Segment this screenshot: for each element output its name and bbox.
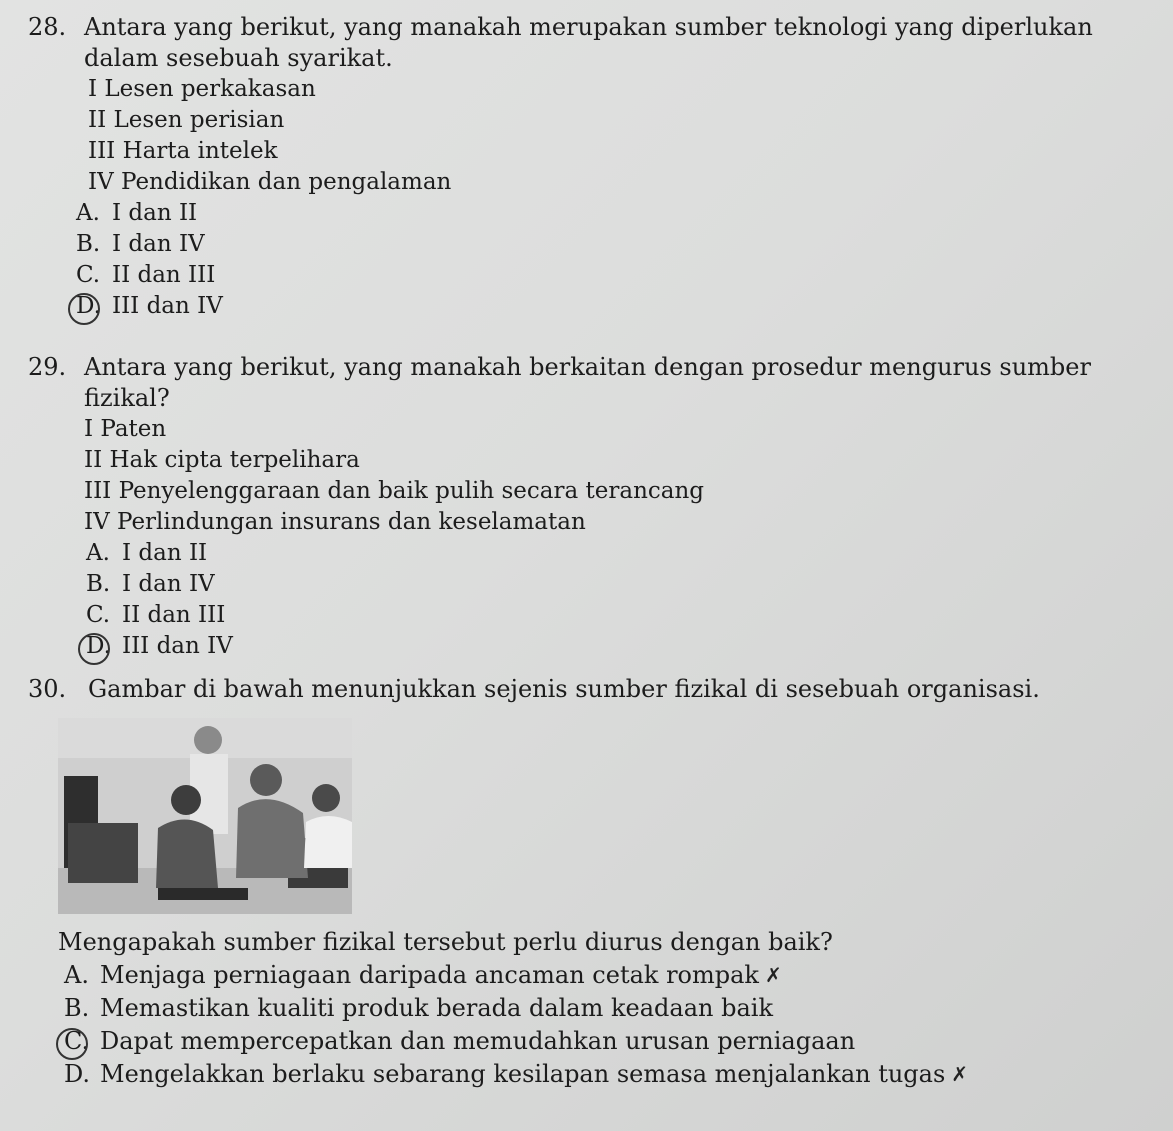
option-label bbox=[76, 291, 112, 322]
statement-item: I Paten bbox=[84, 416, 167, 442]
option-text: Memastikan kualiti produk berada dalam keadaan baik bbox=[100, 994, 774, 1022]
question-number: 28. bbox=[28, 13, 67, 41]
question-30-prompt bbox=[58, 926, 1158, 1091]
option-text: Menjaga perniagaan daripada ancaman cetak rompak bbox=[100, 961, 759, 989]
statement-list bbox=[84, 414, 1158, 538]
option-d[interactable] bbox=[64, 1058, 1158, 1091]
statement-item: III Penyelenggaraan dan baik pulih secara terancang bbox=[84, 478, 705, 504]
option-label: A. bbox=[86, 540, 110, 566]
question-number: 30. bbox=[28, 675, 67, 703]
option-label bbox=[64, 1025, 100, 1058]
option-text: I dan II bbox=[122, 540, 208, 566]
option-text: II dan III bbox=[122, 602, 226, 628]
option-label-text: D. bbox=[86, 633, 111, 659]
option-text: I dan IV bbox=[112, 231, 205, 257]
option-a[interactable] bbox=[76, 198, 1158, 229]
cross-mark-icon: ✗ bbox=[951, 1062, 969, 1086]
answer-circle-mark bbox=[56, 1028, 88, 1060]
statement-item: I Lesen perkakasan bbox=[88, 76, 316, 102]
option-c[interactable] bbox=[86, 600, 1158, 631]
option-text: III dan IV bbox=[122, 633, 233, 659]
option-label: C. bbox=[86, 602, 111, 628]
question-number: 29. bbox=[28, 353, 67, 381]
cross-mark-icon: ✗ bbox=[764, 963, 782, 987]
option-d[interactable] bbox=[86, 631, 1158, 662]
option-label: B. bbox=[86, 571, 111, 597]
option-a[interactable] bbox=[86, 538, 1158, 569]
option-c[interactable] bbox=[76, 260, 1158, 291]
option-label: B. bbox=[64, 994, 90, 1022]
option-label: D. bbox=[64, 1060, 91, 1088]
statement-item: II Lesen perisian bbox=[88, 107, 285, 133]
question-29 bbox=[28, 352, 1158, 662]
option-label: C. bbox=[76, 262, 101, 288]
option-list bbox=[86, 538, 1158, 662]
option-text: I dan II bbox=[112, 200, 198, 226]
option-label: A. bbox=[76, 200, 100, 226]
answer-circle-mark bbox=[78, 633, 110, 665]
question-text: Gambar di bawah menunjukkan sejenis sumber fizikal di sesebuah organisasi. bbox=[88, 675, 1040, 703]
option-label-text: C. bbox=[64, 1027, 90, 1055]
option-b[interactable] bbox=[76, 229, 1158, 260]
question-30 bbox=[28, 674, 1158, 705]
option-b[interactable] bbox=[86, 569, 1158, 600]
option-label-text: D. bbox=[76, 293, 101, 319]
question-text: Antara yang berikut, yang manakah merupakan sumber teknologi yang diperlukan dalam sesebuah syarikat. bbox=[84, 13, 1093, 72]
statement-list bbox=[88, 74, 1158, 198]
office-workers-photo bbox=[58, 718, 352, 914]
statement-item: II Hak cipta terpelihara bbox=[84, 447, 360, 473]
option-text: Dapat mempercepatkan dan memudahkan urusan perniagaan bbox=[100, 1027, 856, 1055]
option-text: I dan IV bbox=[122, 571, 215, 597]
option-list bbox=[76, 198, 1158, 322]
office-workers-illustration bbox=[58, 718, 352, 914]
option-text: III dan IV bbox=[112, 293, 223, 319]
answer-circle-mark bbox=[68, 293, 100, 325]
option-c[interactable] bbox=[64, 1025, 1158, 1058]
option-list bbox=[64, 959, 1158, 1091]
option-d[interactable] bbox=[76, 291, 1158, 322]
question-28 bbox=[28, 12, 1158, 322]
option-text: II dan III bbox=[112, 262, 216, 288]
statement-item: IV Pendidikan dan pengalaman bbox=[88, 169, 452, 195]
option-label: A. bbox=[64, 961, 89, 989]
statement-item: IV Perlindungan insurans dan keselamatan bbox=[84, 509, 586, 535]
question-subtext: Mengapakah sumber fizikal tersebut perlu diurus dengan baik? bbox=[58, 928, 833, 956]
option-label: B. bbox=[76, 231, 101, 257]
statement-item: III Harta intelek bbox=[88, 138, 278, 164]
option-text: Mengelakkan berlaku sebarang kesilapan semasa menjalankan tugas bbox=[100, 1060, 946, 1088]
question-text: Antara yang berikut, yang manakah berkaitan dengan prosedur mengurus sumber fizikal? bbox=[84, 353, 1091, 412]
option-b[interactable] bbox=[64, 992, 1158, 1025]
option-label bbox=[86, 631, 122, 662]
option-a[interactable] bbox=[64, 959, 1158, 992]
